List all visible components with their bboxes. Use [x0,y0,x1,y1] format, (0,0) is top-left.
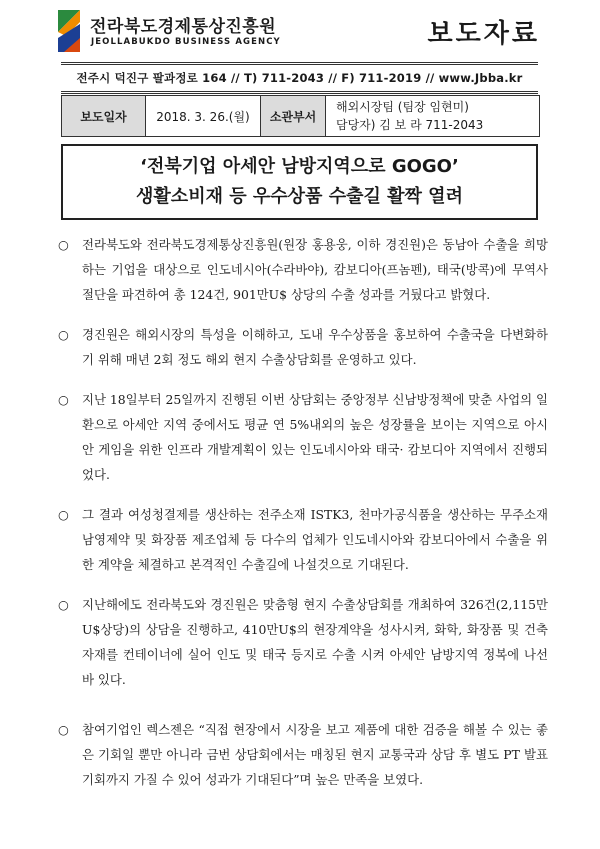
paragraph-item [58,502,548,577]
paragraph-text: 전라북도와 전라북도경제통상진흥원(원장 홍용웅, 이하 경진원)은 동남아 수출을 희망하는 기업을 대상으로 인도네시아(수라바야), 캄보디아(프놈펜), 태국(방콕)에 무역사절단을 파견하여 총 124건, 901만U$ 상당의 수출 성과를 거뒀다고 밝혔다. [82,237,548,302]
headline-line-2: 생활소비재 등 우수상품 수출길 활짝 열려 [136,186,463,207]
bullet-circle-icon: ○ [58,722,69,737]
bullet-circle-icon: ○ [58,507,69,522]
department-team: 해외시장팀 (팀장 임현미) [336,100,469,114]
paragraph-text: 경진원은 해외시장의 특성을 이해하고, 도내 우수상품을 홍보하여 수출국을 다변화하기 위해 매년 2회 정도 해외 현지 수출상담회를 운영하고 있다. [82,327,548,367]
paragraph-text: 참여기업인 렉스젠은 “직접 현장에서 시장을 보고 제품에 대한 검증을 해볼 수 있는 좋은 기회일 뿐만 아니라 금번 상담회에서는 매칭된 현지 교통국과 상담 후 별도 PT 발표 기회까지 가질 수 있어 성과가 기대된다”며 높은 만족을 보였다. [82,722,548,787]
paragraph-item [58,592,548,692]
document-type: 보도자료 [427,19,540,49]
paragraph-item [58,322,548,372]
release-date-value: 2018. 3. 26.(월) [146,96,261,136]
department-label: 소관부서 [261,96,326,136]
bullet-circle-icon: ○ [58,392,69,407]
department-contact: 담당자) 김 보 라 711-2043 [336,118,484,132]
paragraph-text: 지난 18일부터 25일까지 진행된 이번 상담회는 중앙정부 신남방정책에 맞춘 사업의 일환으로 아세안 지역 중에서도 평균 연 5%내외의 높은 성장률을 보이는 지역으로 아시안 게임을 위한 인프라 개발계획이 있는 인도네시아와 태국· 캄보디아 지역에서 진행되었다. [82,392,548,482]
release-meta-table [61,95,540,137]
contact-address-bar: 전주시 덕진구 팔과정로 164 // T) 711-2043 // F) 711-2019 // www.Jbba.kr [61,62,538,94]
paragraph-item [58,387,548,487]
department-value [326,96,539,136]
paragraph-text: 지난해에도 전라북도와 경진원은 맞춤형 현지 수출상담회를 개최하여 326건(2,115만U$상당)의 상담을 진행하고, 410만U$의 현장계약을 성사시켜, 화학, 화장품 및 건축자재를 컨테이너에 실어 인도 및 태국 등지로 수출 시켜 아세안 남방지역 정복에 나선바 있다. [82,597,548,687]
headline-box [61,144,538,220]
article-body [58,232,548,807]
bullet-circle-icon: ○ [58,327,69,342]
org-name: 전라북도경제통상진흥원 [90,17,277,37]
bullet-circle-icon: ○ [58,597,69,612]
org-english-name: JEOLLABUKDO BUSINESS AGENCY [91,37,281,47]
paragraph-item [58,717,548,792]
bullet-circle-icon: ○ [58,237,69,252]
org-logo [54,8,314,56]
headline-line-1: ‘전북기업 아세안 남방지역으로 GOGO’ [140,156,459,177]
release-date-label: 보도일자 [62,96,146,136]
org-logo-icon [54,8,84,54]
paragraph-text: 그 결과 여성청결제를 생산하는 전주소재 ISTK3, 천마가공식품을 생산하는 무주소재 남영제약 및 화장품 제조업체 등 다수의 업체가 인도네시아와 캄보디아에서 수출을 위한 계약을 체결하고 본격적인 수출길에 나설것으로 기대된다. [82,507,548,572]
paragraph-item [58,232,548,307]
